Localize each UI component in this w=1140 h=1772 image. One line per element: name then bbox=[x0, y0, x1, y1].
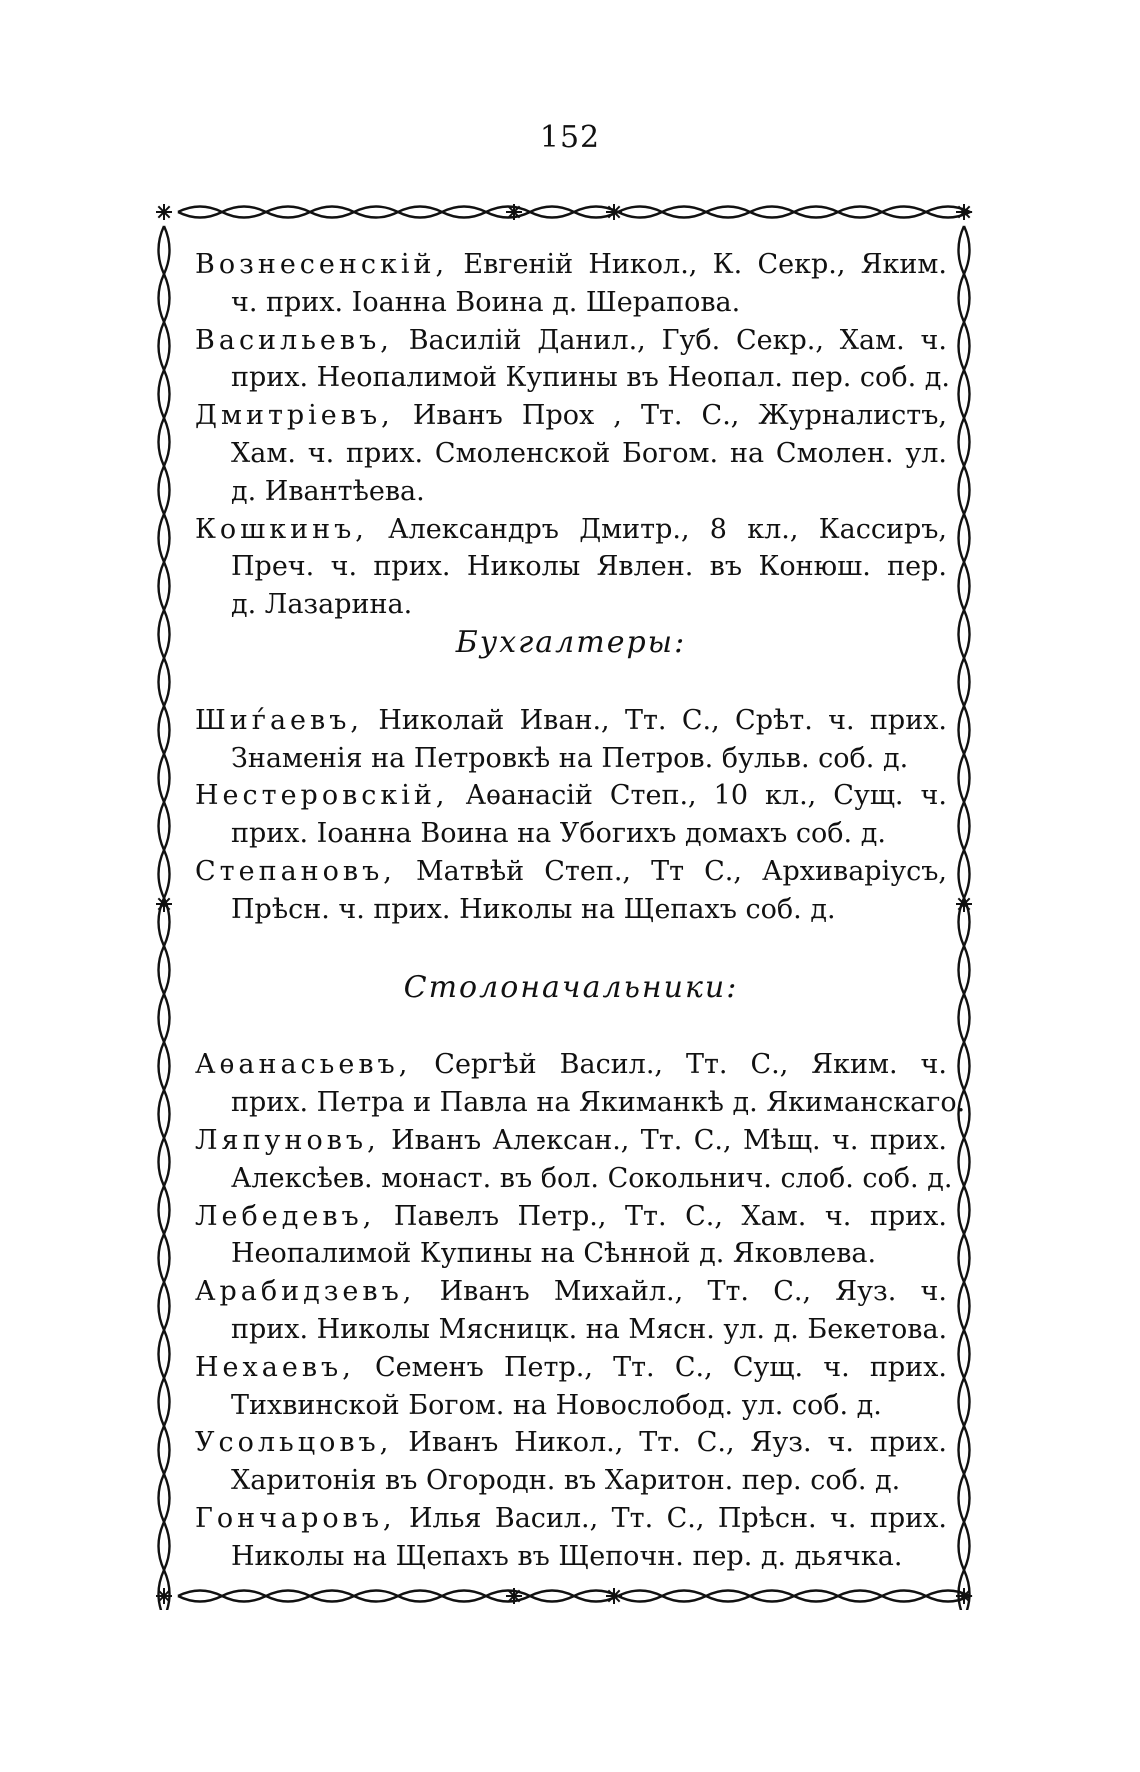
asterisk-icon bbox=[506, 1588, 522, 1604]
chain-link-icon bbox=[159, 946, 170, 994]
chain-link-icon bbox=[159, 802, 170, 850]
chain-link-icon bbox=[159, 1138, 170, 1186]
entry-surname: Вознесенскій, bbox=[195, 249, 449, 280]
chain-link-icon bbox=[159, 466, 170, 514]
chain-link-icon bbox=[882, 207, 926, 218]
chain-link-icon bbox=[159, 418, 170, 466]
chain-link-icon bbox=[159, 1042, 170, 1090]
asterisk-icon bbox=[956, 204, 972, 220]
chain-link-icon bbox=[959, 274, 970, 322]
entry-line: Евгеній Никол., К. Секр., Яким. bbox=[463, 249, 947, 280]
entry-line: Александръ Дмитр., 8 кл., Кассиръ, bbox=[388, 513, 947, 545]
chain-link-icon bbox=[959, 1234, 970, 1282]
chain-link-icon bbox=[530, 1591, 574, 1602]
chain-link-icon bbox=[618, 207, 662, 218]
chain-link-icon bbox=[266, 207, 310, 218]
asterisk-icon bbox=[606, 1588, 622, 1604]
chain-link-icon bbox=[159, 322, 170, 370]
chain-link-icon bbox=[266, 1591, 310, 1602]
list-item bbox=[195, 322, 950, 398]
entry-surname: Гончаровъ, bbox=[195, 1502, 396, 1534]
chain-link-icon bbox=[838, 207, 882, 218]
asterisk-icon bbox=[956, 896, 972, 912]
directory-listing bbox=[195, 246, 966, 1576]
entry-surname: Арабидзевъ, bbox=[195, 1276, 416, 1308]
chain-link-icon bbox=[959, 1426, 970, 1474]
list-item bbox=[195, 853, 947, 929]
chain-link-icon bbox=[222, 1591, 266, 1602]
chain-link-icon bbox=[159, 1330, 170, 1378]
chain-link-icon bbox=[354, 207, 398, 218]
chain-link-icon bbox=[662, 1591, 706, 1602]
chain-link-icon bbox=[310, 207, 354, 218]
list-item bbox=[195, 1424, 947, 1500]
chain-link-icon bbox=[959, 1138, 970, 1186]
entry-surname: Усольцовъ, bbox=[195, 1427, 393, 1459]
chain-link-icon bbox=[159, 1522, 170, 1570]
chain-link-icon bbox=[159, 370, 170, 418]
entry-line: прих. Іоанна Воина на Убогихъ домахъ соб. д. bbox=[231, 818, 886, 850]
chain-link-icon bbox=[159, 658, 170, 706]
chain-link-icon bbox=[159, 226, 170, 274]
entry-line: д. Ивантѣева. bbox=[231, 475, 425, 507]
chain-link-icon bbox=[442, 207, 486, 218]
chain-link-icon bbox=[959, 610, 970, 658]
entry-line: Илья Васил., Тт. С., Прѣсн. ч. прих. bbox=[409, 1502, 947, 1534]
chain-link-icon bbox=[838, 1591, 882, 1602]
entry-surname: Степановъ, bbox=[195, 855, 396, 887]
chain-link-icon bbox=[959, 562, 970, 610]
list-item bbox=[195, 777, 947, 853]
entry-line: Матвѣй Степ., Тт С., Архиваріусъ, bbox=[416, 855, 947, 887]
entry-line: Семенъ Петр., Тт. С., Сущ. ч. прих. bbox=[375, 1351, 947, 1383]
entry-line: Хам. ч. прих. Смоленской Богом. на Смолен. ул. bbox=[231, 437, 947, 469]
chain-link-icon bbox=[310, 1591, 354, 1602]
chain-link-icon bbox=[959, 994, 970, 1042]
chain-link-icon bbox=[222, 207, 266, 218]
chain-link-icon bbox=[706, 1591, 750, 1602]
asterisk-icon bbox=[156, 204, 172, 220]
chain-link-icon bbox=[159, 562, 170, 610]
chain-link-icon bbox=[442, 1591, 486, 1602]
chain-link-icon bbox=[178, 1591, 222, 1602]
chain-link-icon bbox=[959, 754, 970, 802]
entry-line: прих. Неопалимой Купины въ Неопал. пер. соб. д. bbox=[231, 362, 950, 394]
chain-link-icon bbox=[159, 754, 170, 802]
section-officials bbox=[195, 246, 950, 624]
entry-line: Неопалимой Купины на Сѣнной д. Яковлева. bbox=[231, 1238, 877, 1270]
chain-link-icon bbox=[959, 466, 970, 514]
entry-surname: Кошкинъ, bbox=[195, 513, 368, 545]
list-item bbox=[195, 246, 947, 322]
entry-line: Аѳанасій Степ., 10 кл., Сущ. ч. bbox=[465, 780, 947, 812]
chain-link-icon bbox=[959, 1474, 970, 1522]
section-title-department-heads: Столоначальники: bbox=[403, 969, 739, 1005]
entry-line: д. Лазарина. bbox=[231, 589, 413, 621]
chain-link-icon bbox=[662, 207, 706, 218]
chain-link-icon bbox=[959, 850, 970, 898]
chain-link-icon bbox=[398, 1591, 442, 1602]
section-title-bookkeepers: Бухгалтеры: bbox=[455, 624, 687, 660]
chain-link-icon bbox=[159, 274, 170, 322]
chain-link-icon bbox=[618, 1591, 662, 1602]
chain-link-icon bbox=[794, 207, 838, 218]
chain-link-icon bbox=[530, 207, 574, 218]
entry-line: Сергѣй Васил., Тт. С., Яким. ч. bbox=[434, 1049, 947, 1081]
chain-link-icon bbox=[159, 1186, 170, 1234]
chain-link-icon bbox=[159, 514, 170, 562]
list-item bbox=[195, 1349, 947, 1425]
chain-link-icon bbox=[750, 207, 794, 218]
entry-line: Прѣсн. ч. прих. Николы на Щепахъ соб. д. bbox=[231, 893, 836, 925]
chain-link-icon bbox=[159, 1426, 170, 1474]
chain-link-icon bbox=[959, 1330, 970, 1378]
entry-line: Алексѣев. монаст. въ бол. Сокольнич. слоб. соб. д. bbox=[231, 1162, 953, 1194]
chain-link-icon bbox=[750, 1591, 794, 1602]
chain-link-icon bbox=[354, 1591, 398, 1602]
page-number: 152 bbox=[539, 120, 601, 155]
list-item bbox=[195, 1046, 966, 1122]
entry-surname: Дмитріевъ, bbox=[195, 400, 394, 432]
entry-line: прих. Николы Мясницк. на Мясн. ул. д. Бекетова. bbox=[231, 1313, 948, 1345]
chain-link-icon bbox=[159, 1474, 170, 1522]
chain-link-icon bbox=[882, 1591, 926, 1602]
asterisk-icon bbox=[606, 204, 622, 220]
section-bookkeepers bbox=[195, 702, 947, 929]
chain-link-icon bbox=[959, 1186, 970, 1234]
entry-line: Иванъ Прох , Тт. С., Журналистъ, bbox=[412, 400, 947, 432]
chain-link-icon bbox=[959, 1378, 970, 1426]
list-item bbox=[195, 702, 947, 778]
entry-line: Николы на Щепахъ въ Щепочн. пер. д. дьячка. bbox=[231, 1540, 903, 1572]
entry-line: Харитонія въ Огородн. въ Харитон. пер. соб. д. bbox=[231, 1465, 901, 1497]
chain-link-icon bbox=[159, 1378, 170, 1426]
entry-line: Иванъ Михайл., Тт. С., Яуз. ч. bbox=[439, 1276, 947, 1308]
chain-link-icon bbox=[959, 946, 970, 994]
entry-line: Знаменія на Петровкѣ на Петров. бульв. соб. д. bbox=[231, 742, 909, 774]
chain-link-icon bbox=[794, 1591, 838, 1602]
chain-link-icon bbox=[159, 706, 170, 754]
entry-line: Преч. ч. прих. Николы Явлен. въ Конюш. пер. bbox=[231, 551, 947, 583]
list-item bbox=[195, 1122, 953, 1198]
entry-line: ч. прих. Іоанна Воина д. Шерапова. bbox=[231, 286, 741, 318]
chain-link-icon bbox=[959, 226, 970, 274]
list-item bbox=[195, 1198, 947, 1274]
entry-line: Павелъ Петр., Тт. С., Хам. ч. прих. bbox=[393, 1200, 947, 1232]
entry-surname: Шиѓаевъ, bbox=[195, 704, 363, 736]
chain-link-icon bbox=[959, 1282, 970, 1330]
chain-link-icon bbox=[398, 207, 442, 218]
asterisk-icon bbox=[156, 896, 172, 912]
entry-line: Иванъ Никол., Тт. С., Яуз. ч. прих. bbox=[408, 1427, 947, 1459]
chain-link-icon bbox=[706, 207, 750, 218]
entry-line: Василій Данил., Губ. Секр., Хам. ч. bbox=[408, 324, 947, 356]
entry-surname: Васильевъ, bbox=[195, 324, 393, 356]
list-item bbox=[195, 397, 947, 510]
chain-link-icon bbox=[959, 418, 970, 466]
asterisk-icon bbox=[956, 1588, 972, 1604]
entry-line: Николай Иван., Тт. С., Срѣт. ч. прих. bbox=[378, 704, 947, 736]
chain-link-icon bbox=[959, 706, 970, 754]
chain-link-icon bbox=[159, 994, 170, 1042]
asterisk-icon bbox=[506, 204, 522, 220]
entry-line: Иванъ Алексан., Тт. С., Мѣщ. ч. прих. bbox=[391, 1124, 947, 1156]
chain-link-icon bbox=[159, 850, 170, 898]
entry-surname: Ляпуновъ, bbox=[195, 1124, 380, 1156]
chain-link-icon bbox=[959, 658, 970, 706]
chain-link-icon bbox=[959, 1042, 970, 1090]
chain-link-icon bbox=[178, 207, 222, 218]
entry-surname: Нестеровскій, bbox=[195, 780, 449, 812]
entry-surname: Аѳанасьевъ, bbox=[195, 1049, 412, 1081]
list-item bbox=[195, 1273, 947, 1349]
entry-surname: Лебедевъ, bbox=[195, 1200, 376, 1232]
entry-line: прих. Петра и Павла на Якиманкѣ д. Якиманскаго. bbox=[231, 1087, 966, 1119]
section-department-heads bbox=[195, 1046, 966, 1575]
entry-line: Тихвинской Богом. на Новослобод. ул. соб. д. bbox=[231, 1389, 882, 1421]
chain-link-icon bbox=[959, 370, 970, 418]
entry-surname: Нехаевъ, bbox=[195, 1351, 355, 1383]
chain-link-icon bbox=[159, 1234, 170, 1282]
chain-link-icon bbox=[959, 514, 970, 562]
chain-link-icon bbox=[959, 802, 970, 850]
asterisk-icon bbox=[156, 1588, 172, 1604]
list-item bbox=[195, 511, 947, 624]
chain-link-icon bbox=[159, 610, 170, 658]
chain-link-icon bbox=[159, 1090, 170, 1138]
chain-link-icon bbox=[959, 322, 970, 370]
chain-link-icon bbox=[159, 1282, 170, 1330]
chain-link-icon bbox=[959, 1522, 970, 1570]
list-item bbox=[195, 1500, 947, 1576]
